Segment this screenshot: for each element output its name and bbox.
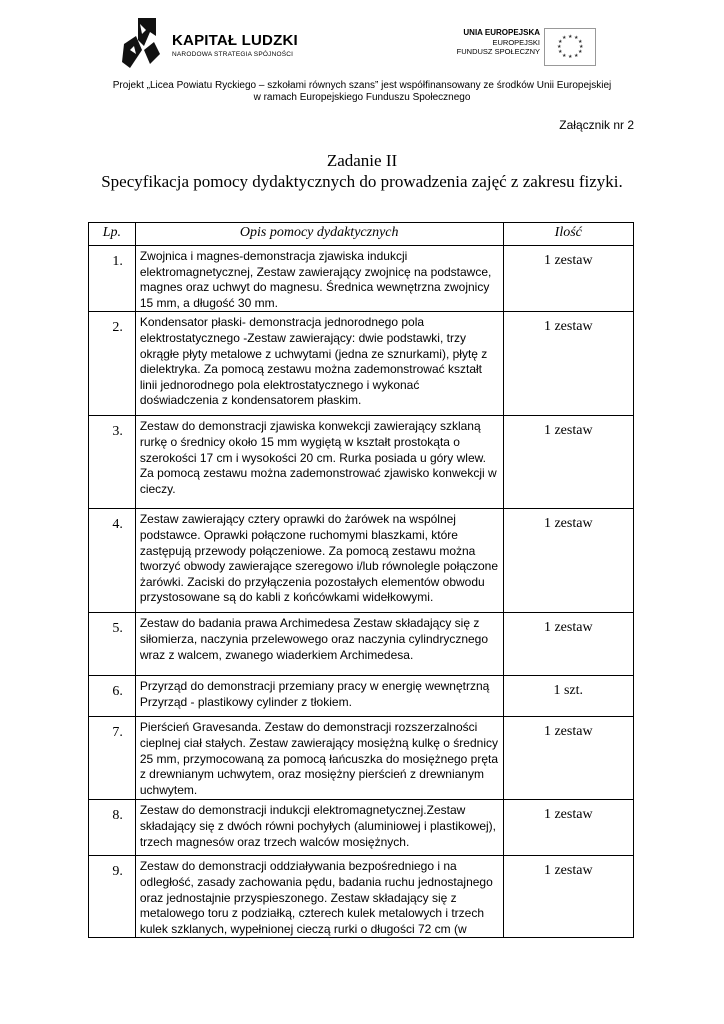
row-description: Pierścień Gravesanda. Zestaw do demonstracji rozszerzalności cieplnej ciał stałych. Zestaw zawierający mosiężną kulkę o średnicy 25 mm, przymocowaną za pomocą łańcuszka do mosiężnego pręta z drewnianym uchwytem, oraz mosiężny pierścień z drewnianym uchwytem. [135,717,503,800]
header-quantity: Ilość [503,223,633,246]
svg-text:★: ★ [562,53,567,59]
eu-text-block [436,28,540,56]
attachment-label: Załącznik nr 2 [559,118,634,132]
row-quantity: 1 szt. [503,676,633,717]
svg-text:★: ★ [568,34,573,40]
table-row [89,509,634,613]
row-number: 5. [89,613,136,676]
project-description [60,80,664,104]
row-number: 9. [89,856,136,938]
eu-flag-icon [544,28,596,66]
kapital-ludzki-logo [120,16,298,70]
logo-subtitle: NARODOWA STRATEGIA SPÓJNOŚCI [172,51,294,58]
row-quantity: 1 zestaw [503,246,633,312]
table-row [89,246,634,312]
row-description: Zestaw do badania prawa Archimedesa Zestaw składający się z siłomierza, naczynia przelewowego oraz naczynia cylindrycznego wraz z walcem, zwanego wiaderkiem Archimedesa. [135,613,503,676]
row-number: 8. [89,800,136,856]
row-quantity: 1 zestaw [503,416,633,509]
row-description: Zwojnica i magnes-demonstracja zjawiska indukcji elektromagnetycznej, Zestaw zawierający zwojnicę na podstawce, magnes oraz uchwyt do magnesu. Średnica wewnętrzna zwojnicy 15 mm, a długość 30 mm. [135,246,503,312]
project-line-2: w ramach Europejskiego Funduszu Społecznego [253,92,471,103]
svg-text:★: ★ [568,54,573,60]
row-quantity: 1 zestaw [503,800,633,856]
row-number: 3. [89,416,136,509]
row-number: 4. [89,509,136,613]
svg-text:★: ★ [574,53,579,59]
row-description: Zestaw do demonstracji oddziaływania bezpośredniego i na odległość, zasady zachowania pędu, badania ruchu jednostajnego oraz jednostajnie przyspieszonego. Zestaw składający się z metalowego toru z podziałką, czterech kulek metalowych i trzech kulek szklanych, wypełnionej cieczą rurki o długości 72 cm (w [135,856,503,938]
logo-title: KAPITAŁ LUDZKI [172,32,298,49]
svg-text:★: ★ [557,44,562,50]
table-row [89,717,634,800]
row-number: 6. [89,676,136,717]
header-lp: Lp. [89,223,136,246]
svg-text:★: ★ [558,49,563,55]
row-description: Przyrząd do demonstracji przemiany pracy w energię wewnętrzną Przyrząd - plastikowy cylinder z tłokiem. [135,676,503,717]
table-row [89,856,634,938]
table-row [89,800,634,856]
svg-text:★: ★ [578,39,583,45]
row-quantity: 1 zestaw [503,509,633,613]
table-row [89,676,634,717]
eu-line-1: EUROPEJSKI [492,38,540,47]
svg-text:★: ★ [562,35,567,41]
document-title [60,150,664,192]
header-description: Opis pomocy dydaktycznych [135,223,503,246]
svg-text:★: ★ [574,35,579,41]
svg-text:★: ★ [579,44,584,50]
row-quantity: 1 zestaw [503,856,633,938]
eu-title: UNIA EUROPEJSKA [463,28,540,37]
task-title: Zadanie II [326,151,398,170]
row-description: Zestaw do demonstracji zjawiska konwekcji zawierający szklaną rurkę o średnicy około 15 mm wygiętą w kształt prostokąta o szerokości 17 cm i wysokości 20 cm. Rurka posiada u góry wlew. Za pomocą zestawu można zademonstrować zjawisko konwekcji w cieczy. [135,416,503,509]
row-quantity: 1 zestaw [503,717,633,800]
svg-text:★: ★ [578,49,583,55]
row-number: 2. [89,312,136,416]
kapital-ludzki-mark-icon [120,16,168,70]
project-line-1: Projekt „Licea Powiatu Ryckiego – szkołami równych szans” jest współfinansowany ze środków Unii Europejskiej [112,80,612,91]
table-header-row [89,223,634,246]
row-number: 1. [89,246,136,312]
specification-table [88,222,634,938]
table-row [89,613,634,676]
svg-text:★: ★ [558,39,563,45]
row-number: 7. [89,717,136,800]
table-row [89,416,634,509]
row-description: Kondensator płaski- demonstracja jednorodnego pola elektrostatycznego -Zestaw zawierający: dwie podstawki, trzy okrągłe płyty metalowe z uchwytami (jedna ze sznurkami), płytę z dielektryka. Za pomocą zestawu można zademonstrować kształt linii jednorodnego pola elektrostatycznego i wykonać doświadczenia z kondensatorem płaskim. [135,312,503,416]
eu-line-2: FUNDUSZ SPOŁECZNY [456,47,540,56]
row-quantity: 1 zestaw [503,613,633,676]
specification-title: Specyfikacja pomocy dydaktycznych do prowadzenia zajęć z zakresu fizyki. [101,172,623,191]
table-row [89,312,634,416]
row-description: Zestaw do demonstracji indukcji elektromagnetycznej.Zestaw składający się z dwóch równi pochyłych (aluminiowej i plastikowej), trzech magnesów oraz trzech walców mosiężnych. [135,800,503,856]
row-description: Zestaw zawierający cztery oprawki do żarówek na wspólnej podstawce. Oprawki połączone ruchomymi blaszkami, które zastępują przewody połączeniowe. Za pomocą zestawu można tworzyć obwody zawierające szeregowo i/lub równolegle połączone żarówki. Zaciski do przyłączenia pozostałych elementów obwodu przystosowane są do kabli z końcówkami widełkowymi. [135,509,503,613]
row-quantity: 1 zestaw [503,312,633,416]
